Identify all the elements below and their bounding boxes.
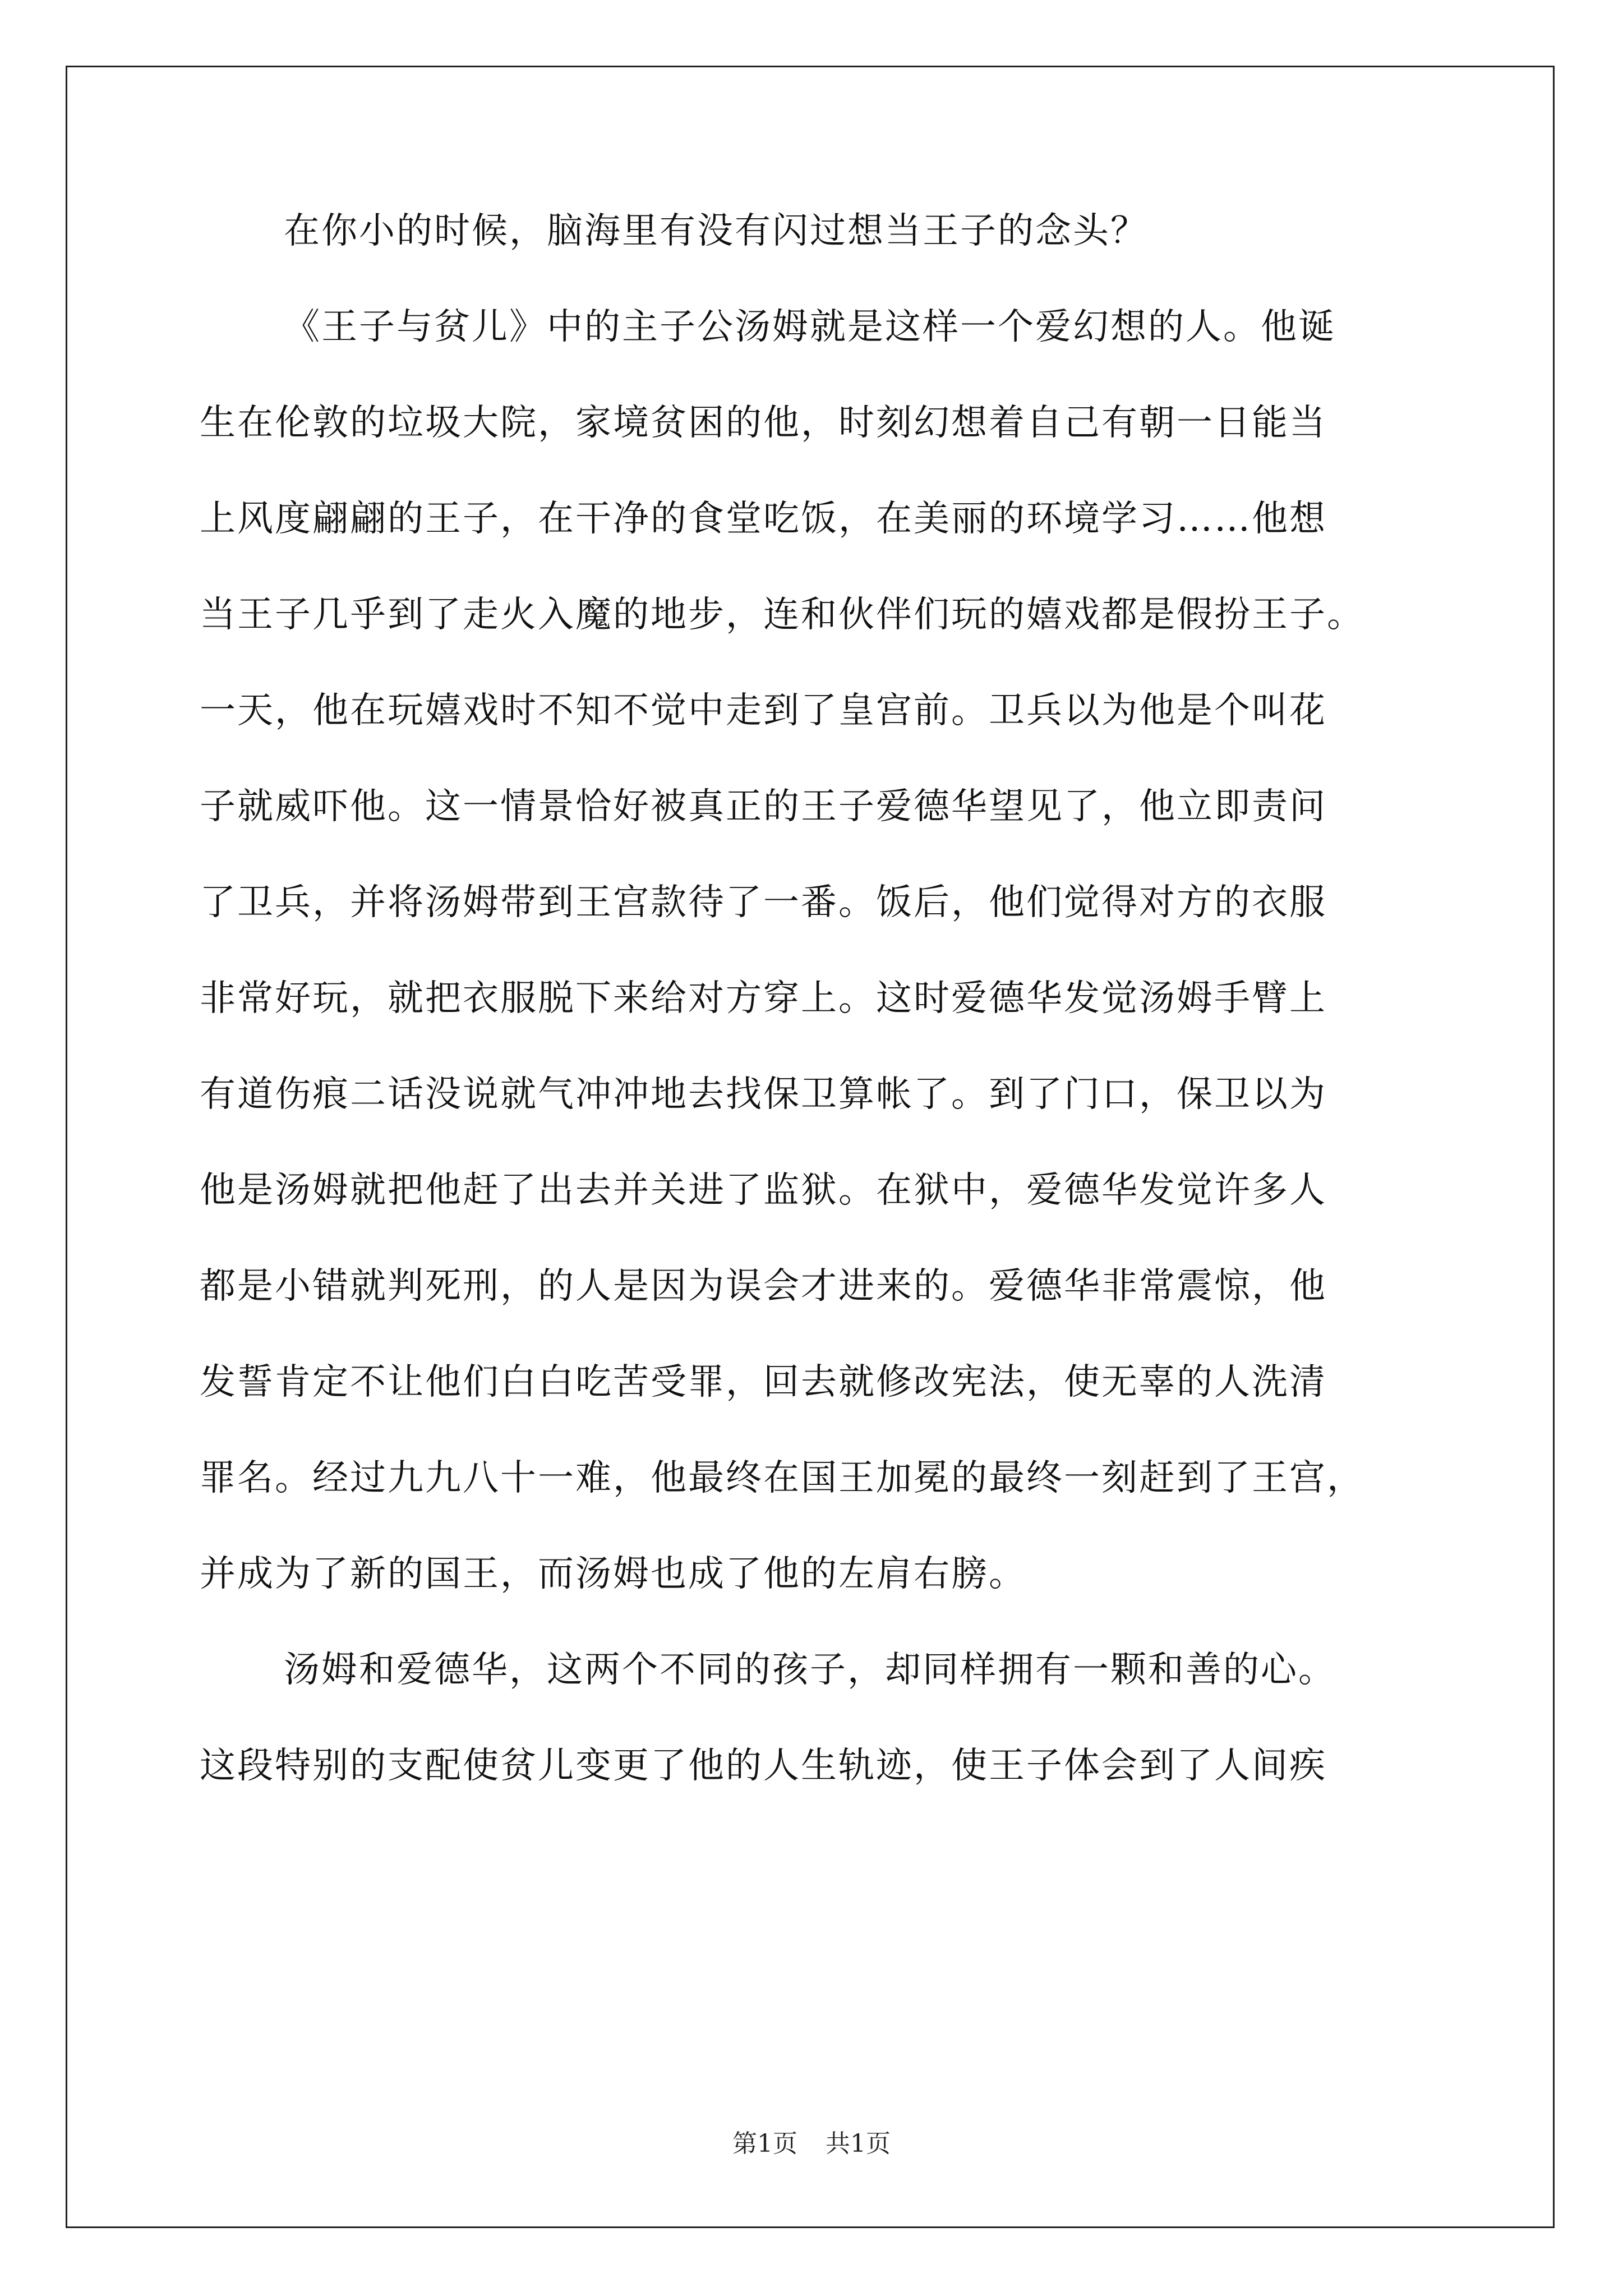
text-line: 《王子与贫儿》中的主子公汤姆就是这样一个爱幻想的人。他诞 <box>284 306 1336 348</box>
text-line: 了卫兵，并将汤姆带到王宫款待了一番。饭后，他们觉得对方的衣服 <box>200 882 1327 923</box>
text-line: 在你小的时候，脑海里有没有闪过想当王子的念头？ <box>284 210 1148 252</box>
page-footer <box>0 2129 1623 2158</box>
text-line: 子就威吓他。这一情景恰好被真正的王子爱德华望见了，他立即责问 <box>200 786 1327 827</box>
text-line: 发誓肯定不让他们白白吃苦受罪，回去就修改宪法，使无辜的人洗清 <box>200 1361 1327 1403</box>
text-line: 并成为了新的国王，而汤姆也成了他的左肩右膀。 <box>200 1553 1026 1595</box>
page-total: 共1页 <box>826 2129 891 2158</box>
page-number: 第1页 <box>732 2129 797 2158</box>
text-line: 都是小错就判死刑，的人是因为误会才进来的。爱德华非常震惊，他 <box>200 1266 1327 1307</box>
text-line: 一天，他在玩嬉戏时不知不觉中走到了皇宫前。卫兵以为他是个叫花 <box>200 690 1327 731</box>
text-line: 他是汤姆就把他赶了出去并关进了监狱。在狱中，爱德华发觉许多人 <box>200 1170 1327 1211</box>
text-line: 当王子几乎到了走火入魔的地步，连和伙伴们玩的嬉戏都是假扮王子。 <box>200 594 1364 636</box>
text-line: 罪名。经过九九八十一难，他最终在国王加冕的最终一刻赶到了王宫， <box>200 1457 1364 1499</box>
text-line: 汤姆和爱德华，这两个不同的孩子，却同样拥有一颗和善的心。 <box>284 1649 1336 1691</box>
text-line: 非常好玩，就把衣服脱下来给对方穿上。这时爱德华发觉汤姆手臂上 <box>200 978 1327 1019</box>
document-body <box>200 210 1433 1844</box>
text-line: 生在伦敦的垃圾大院，家境贫困的他，时刻幻想着自己有朝一日能当 <box>200 402 1327 444</box>
text-line: 这段特别的支配使贫儿变更了他的人生轨迹，使王子体会到了人间疾 <box>200 1745 1327 1787</box>
text-line: 有道伤痕二话没说就气冲冲地去找保卫算帐了。到了门口，保卫以为 <box>200 1074 1327 1115</box>
text-line: 上风度翩翩的王子，在干净的食堂吃饭，在美丽的环境学习……他想 <box>200 498 1327 540</box>
